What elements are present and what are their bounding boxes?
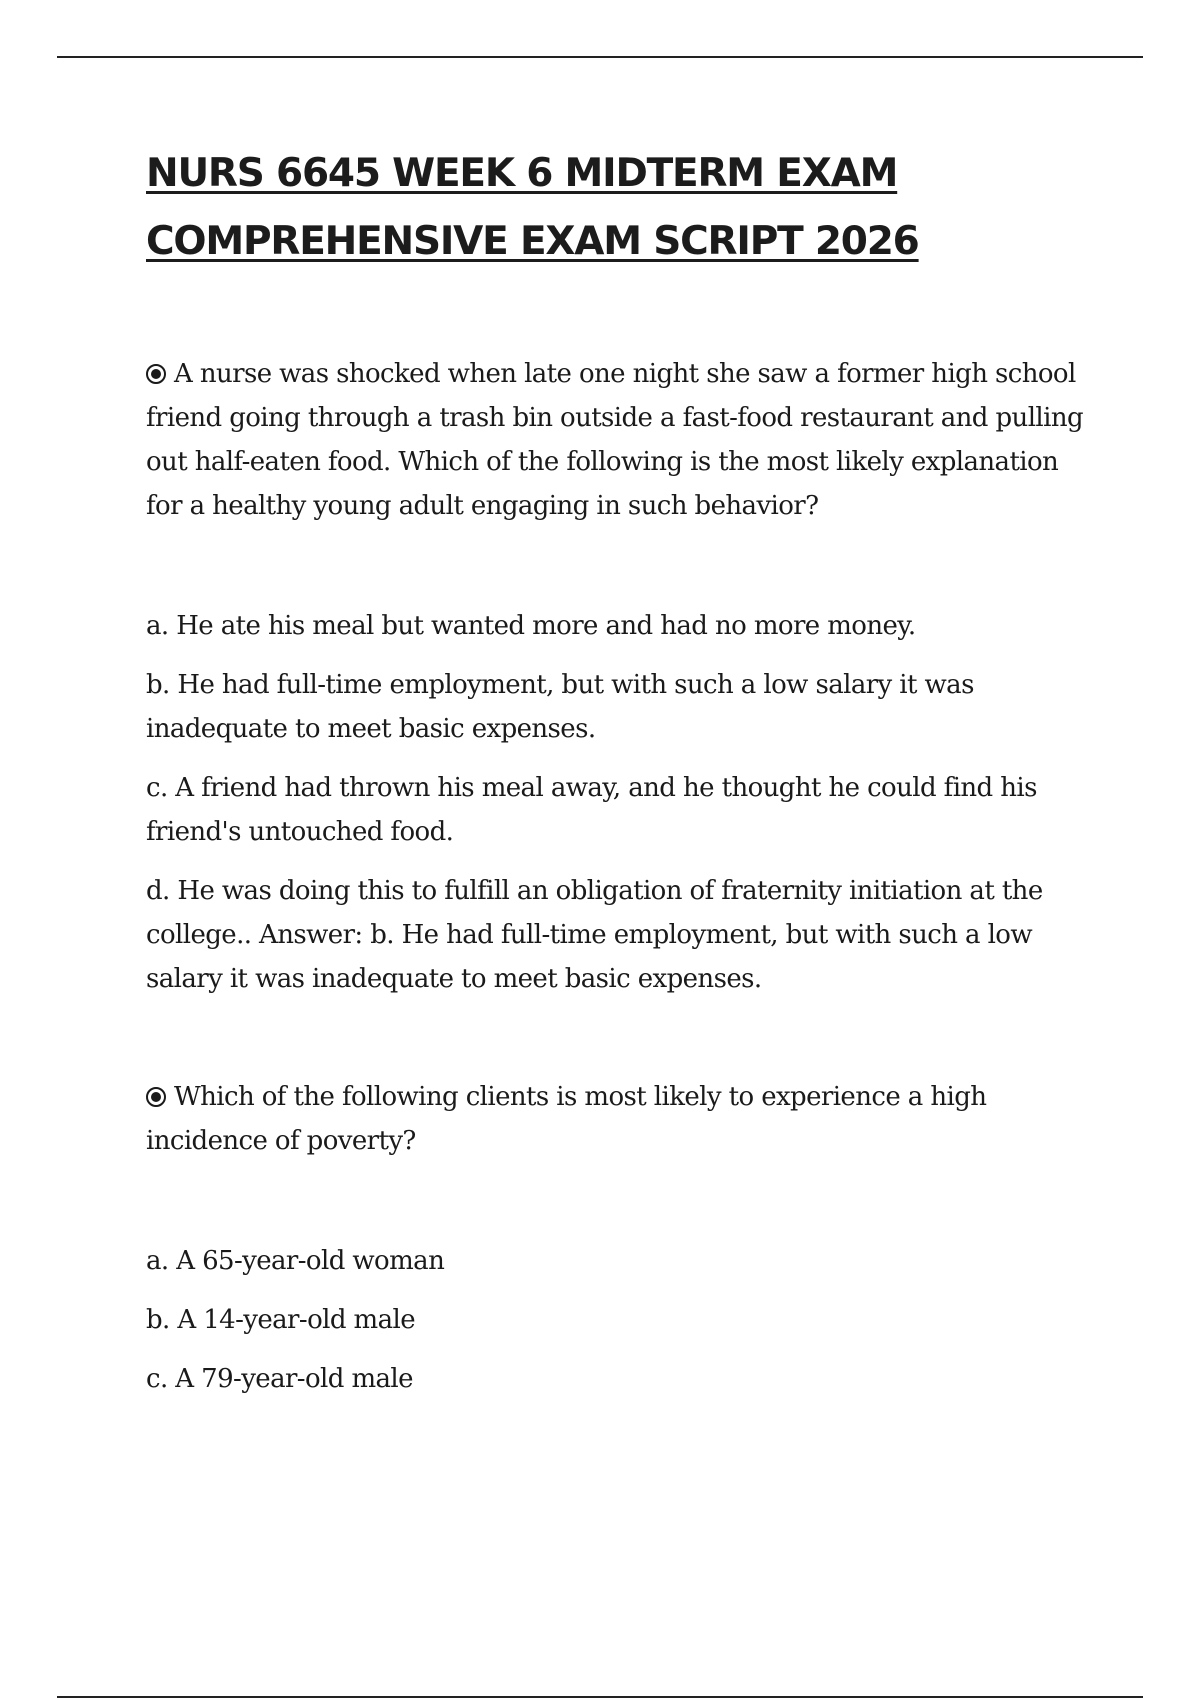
question-2-stem [146, 1075, 1086, 1163]
question-1-stem [146, 352, 1086, 528]
option-item: d. He was doing this to fulfill an obligation of fraternity initiation at the college.. Answer: b. He had full-time employment, but with such a low salary it was inadequate to meet basic expenses. [146, 876, 1043, 994]
option-item: b. He had full-time employment, but with such a low salary it was inadequate to meet basic expenses. [146, 670, 974, 744]
question-2 [146, 1075, 1086, 1401]
radio-bullet-icon [146, 364, 166, 384]
question-1 [146, 352, 1086, 1001]
top-rule [57, 56, 1143, 58]
question-1-text: A nurse was shocked when late one night she saw a former high school friend going through a trash bin outside a fast-food restaurant and pulling out half-eaten food. Which of the following is the most likely explanation for a healthy young adult engaging in such behavior? [146, 359, 1084, 521]
option-item: c. A friend had thrown his meal away, and he thought he could find his friend's untouched food. [146, 773, 1037, 847]
question-1-options [146, 604, 1086, 1001]
option-item: a. A 65-year-old woman [146, 1246, 445, 1276]
option-item: a. He ate his meal but wanted more and had no more money. [146, 611, 916, 641]
document-title [146, 140, 1086, 276]
option-item: b. A 14-year-old male [146, 1305, 416, 1335]
title-line-2: COMPREHENSIVE EXAM SCRIPT 2026 [146, 219, 919, 264]
radio-bullet-icon [146, 1087, 166, 1107]
bottom-rule [57, 1696, 1143, 1698]
question-2-text: Which of the following clients is most likely to experience a high incidence of poverty? [146, 1082, 987, 1156]
title-line-1: NURS 6645 WEEK 6 MIDTERM EXAM [146, 151, 898, 196]
option-item: c. A 79-year-old male [146, 1364, 413, 1394]
question-2-options [146, 1239, 1086, 1401]
document-body [146, 140, 1086, 1416]
